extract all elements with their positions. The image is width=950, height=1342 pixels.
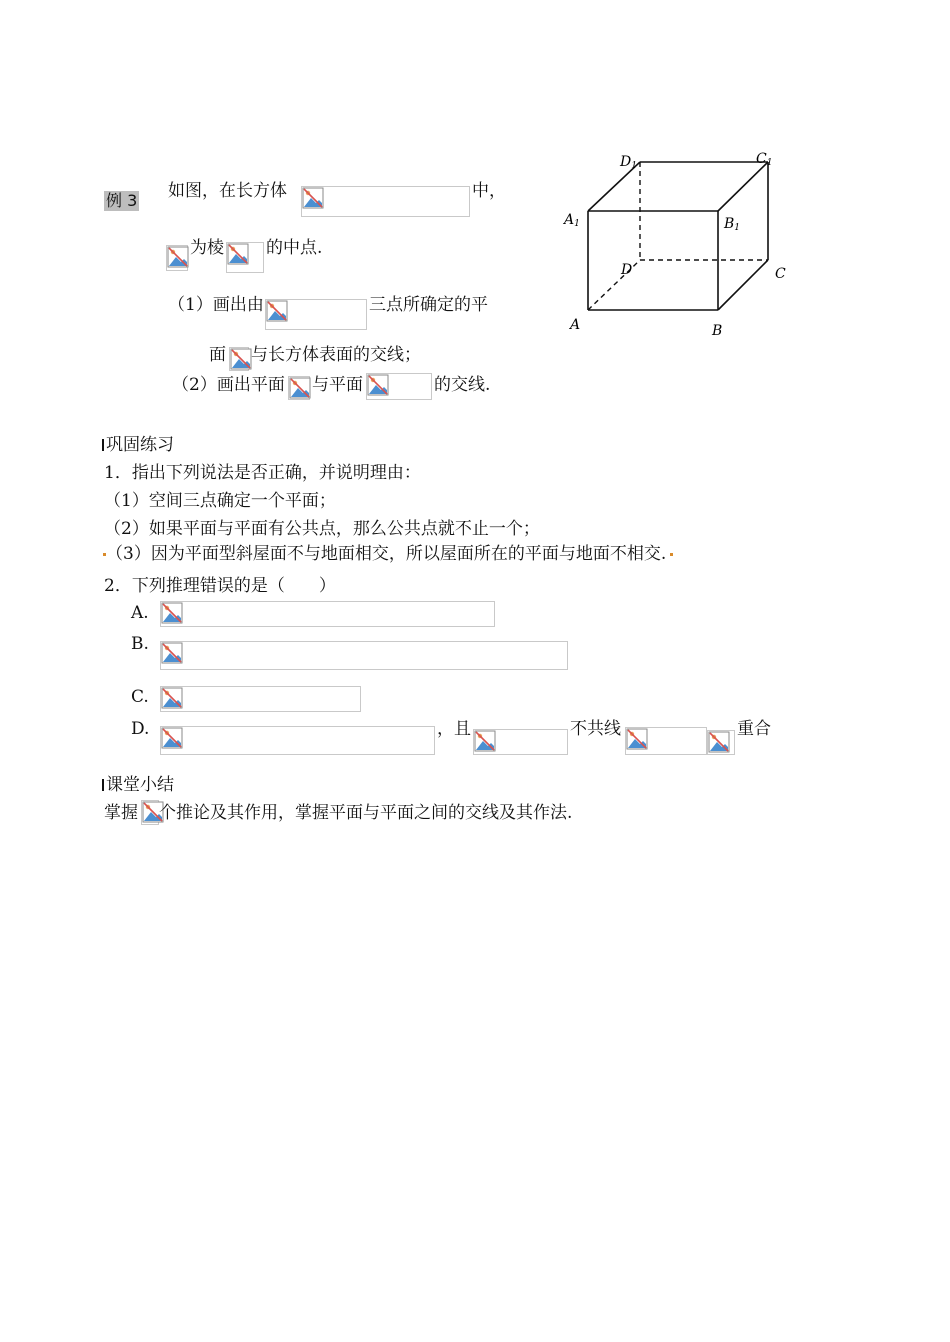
- broken-image-icon: [367, 374, 389, 396]
- example3-line1-b: 中，: [472, 181, 506, 201]
- formula-image: [226, 242, 264, 273]
- broken-image-icon: [266, 300, 288, 322]
- broken-image-icon: [227, 243, 249, 265]
- option-a-label: A.: [131, 603, 149, 623]
- formula-image: [166, 245, 188, 271]
- example3-q1-a: （1）画出由: [168, 295, 264, 315]
- example3-q2-c: 的交线.: [434, 375, 491, 395]
- option-c-label: C.: [131, 687, 149, 707]
- example3-q1-b: 三点所确定的平: [369, 295, 488, 315]
- broken-image-icon: [289, 377, 311, 399]
- option-d-formula-1: [160, 726, 435, 755]
- broken-image-icon: [167, 246, 189, 268]
- option-b-label: B.: [131, 634, 149, 654]
- broken-image-icon: [230, 348, 252, 370]
- practice-item-1: 1．指出下列说法是否正确，并说明理由：: [104, 463, 421, 483]
- formula-image: [229, 347, 249, 371]
- formula-image: [288, 376, 310, 400]
- example3-q1-c-a: 面: [209, 345, 226, 365]
- example3-line2-b: 的中点.: [266, 238, 323, 258]
- practice-item-1-3: （3）因为平面型斜屋面不与地面相交，所以屋面所在的平面与地面不相交.: [106, 544, 667, 564]
- summary-text-b: 个推论及其作用，掌握平面与平面之间的交线及其作法.: [159, 803, 573, 823]
- example3-q2-a: （2）画出平面: [172, 375, 285, 395]
- practice-item-1-1: （1）空间三点确定一个平面；: [104, 491, 336, 511]
- broken-image-icon: [708, 731, 730, 753]
- example3-q1-c-b: 与长方体表面的交线；: [251, 345, 421, 365]
- option-b-formula: [160, 641, 568, 670]
- option-d-formula-4: [707, 730, 735, 755]
- formula-image: [265, 299, 367, 330]
- label-C: C: [775, 266, 786, 282]
- option-c-formula: [160, 686, 361, 712]
- broken-image-icon: [474, 730, 496, 752]
- broken-image-icon: [302, 187, 324, 209]
- label-D: D: [621, 262, 633, 278]
- option-d-text-c: 不共线: [570, 719, 621, 739]
- label-A1: A1: [564, 212, 580, 229]
- option-d-text-d: 重合: [737, 719, 771, 739]
- broken-image-icon: [626, 728, 648, 750]
- option-d-formula-3: [625, 727, 707, 755]
- label-C1: C1: [756, 151, 773, 168]
- summary-heading: 课堂小结: [102, 774, 174, 796]
- edge-BC: [718, 260, 768, 310]
- practice-heading: 巩固练习: [102, 434, 174, 456]
- formula-image: [141, 800, 159, 825]
- practice-item-1-2: （2）如果平面与平面有公共点，那么公共点就不止一个；: [104, 519, 540, 539]
- option-d-text-b: ，且: [437, 719, 471, 739]
- option-a-formula: [160, 601, 495, 627]
- edge-B1C1: [718, 162, 768, 211]
- label-D1: D1: [620, 154, 637, 171]
- example-label: 例 3: [106, 191, 138, 210]
- broken-image-icon: [161, 602, 183, 624]
- practice-item-2: 2．下列推理错误的是（ ）: [104, 576, 336, 596]
- formula-image: [301, 186, 470, 217]
- example3-line2-a: 为棱: [190, 238, 224, 258]
- option-d-formula-2: [473, 729, 568, 755]
- example3-line1-a: 如图，在长方体: [168, 181, 287, 201]
- label-B: B: [712, 323, 723, 339]
- cuboid-figure: [560, 148, 800, 348]
- label-B1: B1: [724, 216, 741, 233]
- marker-dot: [670, 553, 673, 556]
- broken-image-icon: [161, 727, 183, 749]
- summary-text-a: 掌握: [104, 803, 138, 823]
- label-A: A: [570, 317, 581, 333]
- broken-image-icon: [161, 642, 183, 664]
- broken-image-icon: [161, 687, 183, 709]
- formula-image: [366, 373, 432, 400]
- option-d-label: D.: [131, 719, 150, 739]
- example3-q2-b: 与平面: [312, 375, 363, 395]
